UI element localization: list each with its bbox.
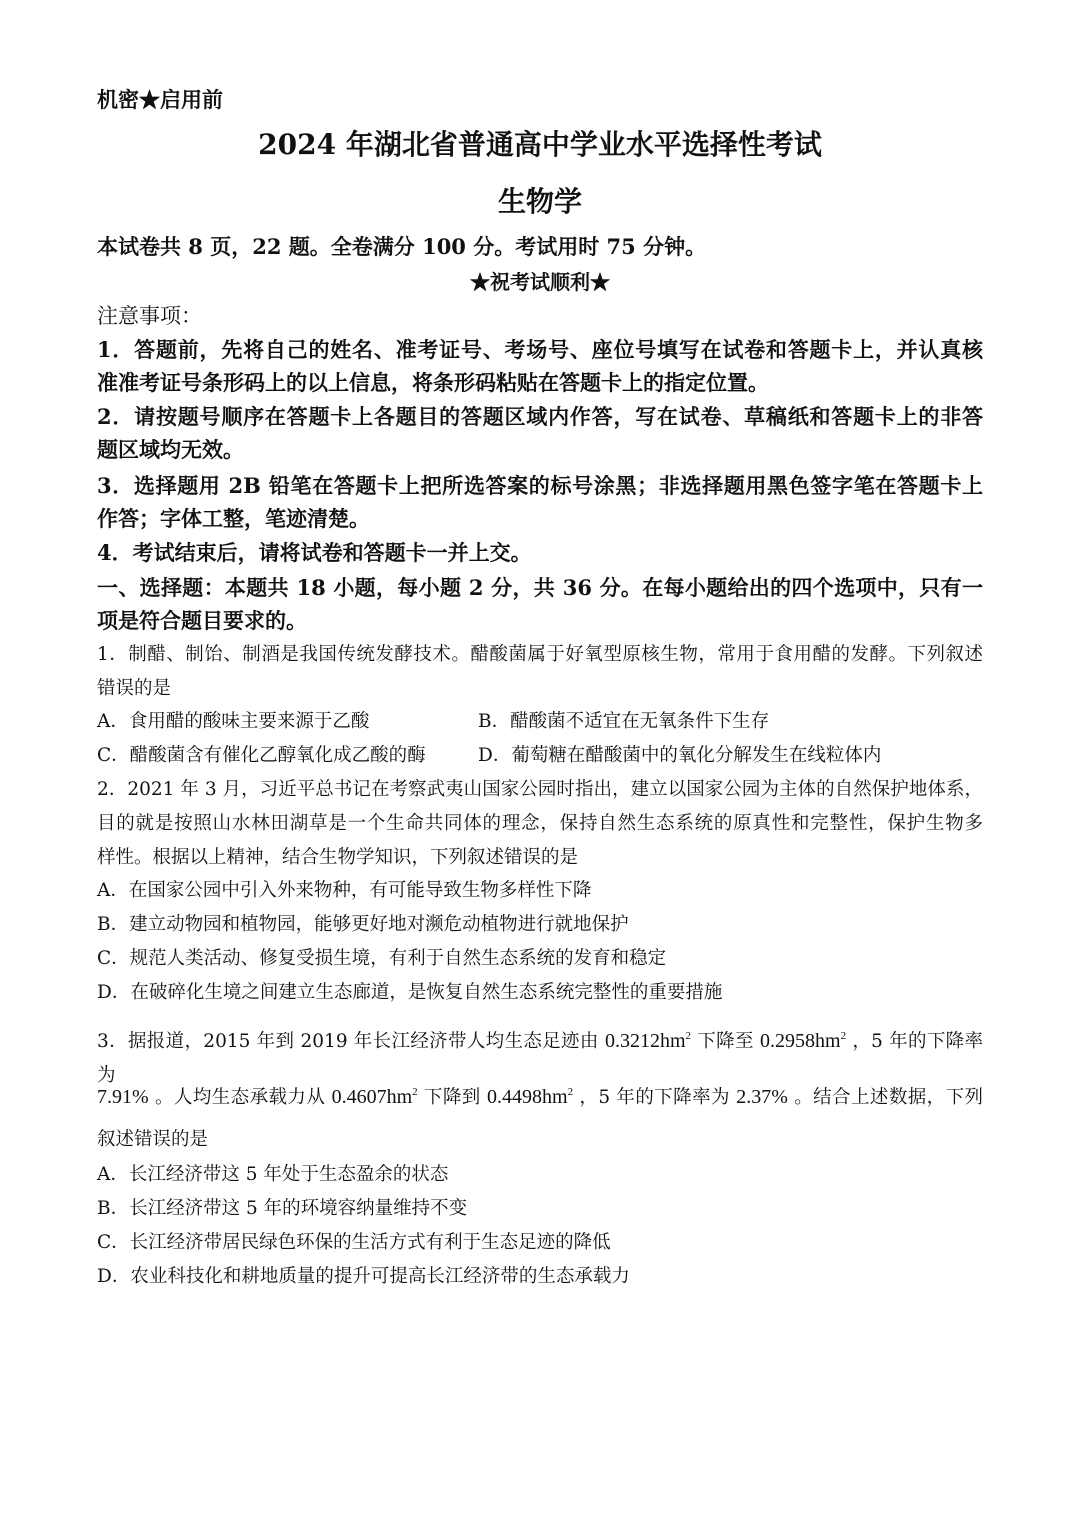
question-3-stem-line-3: 叙述错误的是: [97, 1129, 209, 1150]
good-luck-banner: ★祝考试顺利★: [470, 270, 610, 294]
note-item-2-line-1: 2．请按题号顺序在答题卡上各题目的答题区域内作答，写在试卷、草稿纸和答题卡上的非答: [97, 404, 983, 429]
question-3-option-b: B．长江经济带这 5 年的环境容纳量维持不变: [97, 1198, 468, 1219]
q3-footprint-decline-rate: 7.91%: [97, 1086, 149, 1108]
question-2-option-d: D．在破碎化生境之间建立生态廊道，是恢复自然生态系统完整性的重要措施: [97, 982, 723, 1003]
question-2-option-b: B．建立动物园和植物园，能够更好地对濒危动植物进行就地保护: [97, 914, 629, 935]
question-1-stem-line-2: 错误的是: [97, 678, 172, 699]
q3-line1-text-a: 3．据报道，2015 年到 2019 年长江经济带人均生态足迹由: [97, 1031, 599, 1052]
section-heading-line-2: 项是符合题目要求的。: [97, 608, 307, 633]
question-1-option-b: B．醋酸菌不适宜在无氧条件下生存: [478, 711, 770, 732]
q3-capacity-2015: $0.4607hm^2$: [331, 1086, 418, 1108]
q3-line2-text-f: ，5 年的下降率为: [579, 1087, 730, 1108]
note-item-2-line-2: 题区域均无效。: [97, 437, 244, 462]
question-2-stem-line-2: 目的就是按照山水林田湖草是一个生命共同体的理念，保持自然生态系统的原真性和完整性，保护生物多: [97, 813, 983, 834]
q3-line1-text-e: ，5 年的下降率为: [97, 1031, 984, 1086]
question-3-stem-line-2: [97, 1080, 983, 1114]
note-item-4-line-1: 4．考试结束后，请将试卷和答题卡一并上交。: [97, 540, 532, 565]
q3-line1-text-c: 下降至: [697, 1031, 754, 1052]
exam-title: 2024 年湖北省普通高中学业水平选择性考试: [258, 128, 822, 161]
q3-capacity-decline-rate: 2.37%: [736, 1086, 788, 1108]
note-item-3-line-1: 3．选择题用 2B 铅笔在答题卡上把所选答案的标号涂黑；非选择题用黑色签字笔在答题卡上: [97, 473, 983, 498]
section-heading-line-1: 一、选择题：本题共 18 小题，每小题 2 分，共 36 分。在每小题给出的四个选项中，只有一: [97, 575, 983, 600]
q3-line2-text-h: 。结合上述数据，下列: [794, 1087, 983, 1108]
question-2-option-a: A．在国家公园中引入外来物种，有可能导致生物多样性下降: [97, 880, 592, 901]
question-3-option-a: A．长江经济带这 5 年处于生态盈余的状态: [97, 1164, 449, 1185]
question-1-option-d: D．葡萄糖在醋酸菌中的氧化分解发生在线粒体内: [478, 745, 882, 766]
question-3-option-d: D．农业科技化和耕地质量的提升可提高长江经济带的生态承载力: [97, 1266, 630, 1287]
question-2-stem-line-3: 样性。根据以上精神，结合生物学知识，下列叙述错误的是: [97, 847, 579, 868]
q3-line2-text-b: 。人均生态承载力从: [154, 1087, 326, 1108]
q3-footprint-2019: $0.2958hm^2$: [760, 1030, 847, 1052]
confidential-label: 机密★启用前: [97, 87, 223, 112]
note-item-1-line-1: 1．答题前，先将自己的姓名、准考证号、考场号、座位号填写在试卷和答题卡上，并认真核: [97, 337, 983, 362]
question-2-option-c: C．规范人类活动、修复受损生境，有利于自然生态系统的发育和稳定: [97, 948, 667, 969]
subject-title: 生物学: [497, 185, 582, 218]
q3-capacity-2019: $0.4498hm^2$: [487, 1086, 574, 1108]
question-1-stem-line-1: 1．制醋、制饴、制酒是我国传统发酵技术。醋酸菌属于好氧型原核生物，常用于食用醋的发酵。下列叙述: [97, 644, 983, 665]
question-3-option-c: C．长江经济带居民绿色环保的生活方式有利于生态足迹的降低: [97, 1232, 611, 1253]
q3-line2-text-d: 下降到: [423, 1087, 481, 1108]
question-2-stem-line-1: 2．2021 年 3 月，习近平总书记在考察武夷山国家公园时指出，建立以国家公园为主体的自然保护地体系，: [97, 779, 983, 800]
exam-info: 本试卷共 8 页，22 题。全卷满分 100 分。考试用时 75 分钟。: [97, 234, 707, 259]
q3-footprint-2015: $0.3212hm^2$: [604, 1030, 692, 1052]
question-1-option-a: A．食用醋的酸味主要来源于乙酸: [97, 711, 370, 732]
question-3-stem-line-1: [97, 1024, 984, 1086]
question-1-option-c: C．醋酸菌含有催化乙醇氧化成乙酸的酶: [97, 745, 426, 766]
note-item-1-line-2: 准准考证号条形码上的以上信息，将条形码粘贴在答题卡上的指定位置。: [97, 370, 769, 395]
notes-heading: 注意事项：: [97, 304, 202, 328]
note-item-3-line-2: 作答；字体工整，笔迹清楚。: [97, 506, 370, 531]
